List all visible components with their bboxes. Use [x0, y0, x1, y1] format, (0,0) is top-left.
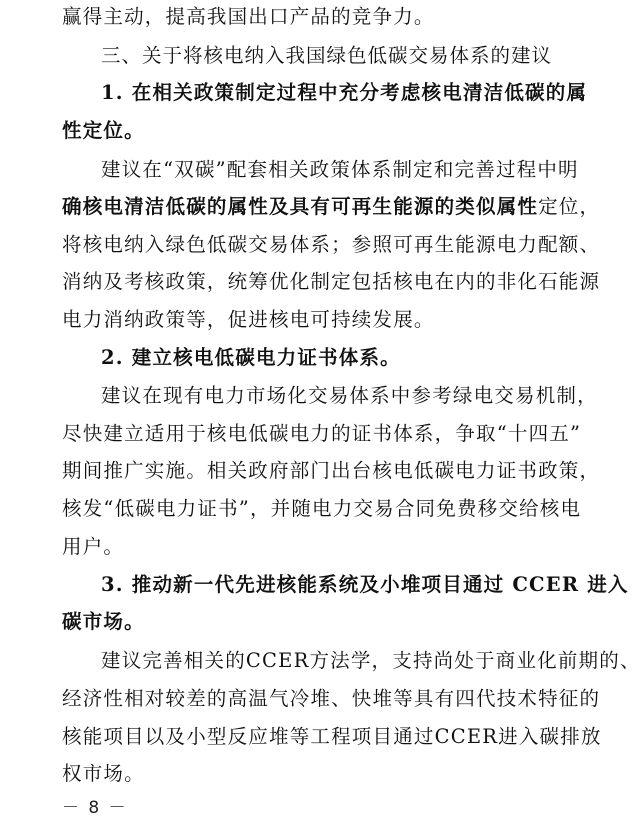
section-heading: 三、关于将核电纳入我国绿色低碳交易体系的建议 [101, 44, 553, 67]
paragraph-line: 建议在现有电力市场化交易体系中参考绿电交易机制， [101, 384, 598, 407]
paragraph-line: 期间推广实施。相关政府部门出台核电低碳电力证书政策， [62, 459, 601, 482]
paragraph-line: 经济性相对较差的高温气冷堆、快堆等具有四代技术特征的 [62, 687, 601, 710]
subheading-line: 碳市场。 [62, 610, 145, 633]
subheading-line: 1. 在相关政策制定过程中充分考虑核电清洁低碳的属 [101, 81, 588, 104]
subheading-line: 性定位。 [62, 119, 145, 142]
paragraph-line: 电力消纳政策等，促进核电可持续发展。 [62, 308, 435, 331]
paragraph-line: 建议在“双碳”配套相关政策体系制定和完善过程中明 [101, 158, 579, 181]
paragraph-line: 消纳及考核政策，统筹优化制定包括核电在内的非化石能源 [62, 270, 601, 293]
page-number: － 8 － [62, 798, 128, 818]
paragraph-line: 尽快建立适用于核电低碳电力的证书体系，争取“十四五” [62, 422, 582, 445]
paragraph-line: 将核电纳入绿色低碳交易体系；参照可再生能源电力配额、 [62, 233, 601, 256]
subheading-line: 3. 推动新一代先进核能系统及小堆项目通过 CCER 进入 [101, 573, 629, 596]
paragraph-line: 核能项目以及小型反应堆等工程项目通过CCER进入碳排放 [62, 725, 602, 748]
paragraph-line: 核发“低碳电力证书”，并随电力交易合同免费移交给核电 [62, 497, 582, 520]
paragraph-line: 赢得主动，提高我国出口产品的竞争力。 [62, 5, 435, 28]
emphasized-text: 确核电清洁低碳的属性及具有可再生能源的类似属性 [62, 195, 539, 218]
subheading-line: 2. 建立核电低碳电力证书体系。 [101, 346, 401, 369]
paragraph-text: 定位， [538, 195, 601, 218]
paragraph-line: 用户。 [62, 535, 125, 558]
paragraph-line [62, 194, 601, 220]
paragraph-line: 权市场。 [62, 762, 145, 785]
paragraph-line: 建议完善相关的CCER方法学，支持尚处于商业化前期的、 [101, 649, 641, 672]
